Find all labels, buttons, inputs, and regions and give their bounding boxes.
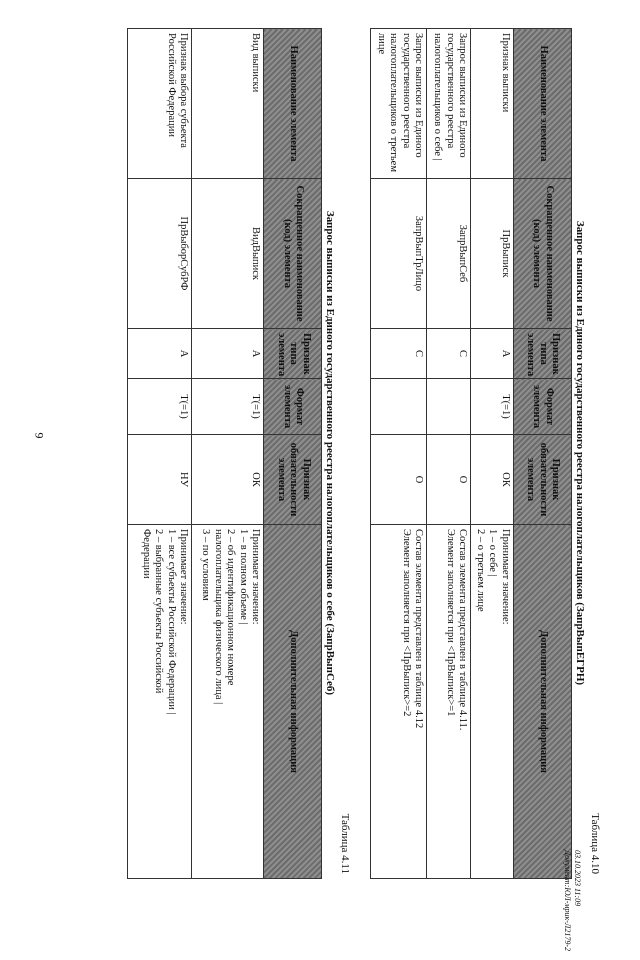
- element-format-cell: [427, 379, 471, 435]
- column-header: Сокращенное наименование (код) элемента: [514, 179, 572, 329]
- column-header: Признак типа элемента: [264, 329, 322, 379]
- table-row: [128, 29, 192, 879]
- table-title: Запрос выписки из Единого государственного реестра налогоплательщиков о себе (ЗапрВыпСеб): [324, 210, 337, 696]
- table-row: [471, 29, 514, 879]
- column-header: Сокращенное наименование (код) элемента: [264, 179, 322, 329]
- element-info-cell: Принимает значение: 1 – все субъекты Российской Федерации | 2 – выбранные субъекты Российской Федерации: [128, 525, 192, 879]
- element-name-cell: Запрос выписки из Единого государственного реестра налогоплательщиков о третьем лице: [371, 29, 427, 179]
- column-header: Признак обязательности элемента: [264, 435, 322, 525]
- table-row: [371, 29, 427, 879]
- document-sheet: [82, 28, 602, 878]
- element-info-cell: Состав элемента представлен в таблице 4.12 Элемент заполняется при <ПрВыписк>=2: [371, 525, 427, 879]
- table-row: [427, 29, 471, 879]
- table-row: [192, 29, 264, 879]
- element-name-cell: Вид выписки: [192, 29, 264, 179]
- element-format-cell: T(=1): [471, 379, 514, 435]
- element-code-cell: ПрВыписк: [471, 179, 514, 329]
- data-table: [371, 28, 573, 879]
- element-name-cell: Запрос выписки из Единого государственного реестра налогоплательщиков о себе |: [427, 29, 471, 179]
- element-code-cell: ПрВыборСубРФ: [128, 179, 192, 329]
- element-code-cell: ЗапрВыпСеб: [427, 179, 471, 329]
- element-type-cell: А: [471, 329, 514, 379]
- element-required-cell: НУ: [128, 435, 192, 525]
- element-required-cell: ОК: [192, 435, 264, 525]
- element-format-cell: T(=1): [192, 379, 264, 435]
- element-code-cell: ЗапрВыпТрЛицо: [371, 179, 427, 329]
- data-table: [128, 28, 323, 879]
- column-header: Дополнительная информация: [514, 525, 572, 879]
- column-header: Наименование элемента: [264, 29, 322, 179]
- footer-stamp: [562, 850, 582, 960]
- element-info-cell: Состав элемента представлен в таблице 4.11. Элемент заполняется при <ПрВыписк>=1: [427, 525, 471, 879]
- element-required-cell: ОК: [471, 435, 514, 525]
- table-title: Запрос выписки из Единого государственного реестра налогоплательщиков (ЗапрВыпЕГРН): [574, 220, 586, 686]
- element-info-cell: Принимает значение: 1 – в полном объеме | 2 – об идентификационном номере налогоплательщика физического лица | 3 – по условиям: [192, 525, 264, 879]
- element-code-cell: ВидВыписк: [192, 179, 264, 329]
- element-format-cell: [371, 379, 427, 435]
- table-caption: Таблица 4.10: [589, 813, 601, 874]
- element-format-cell: T(=1): [128, 379, 192, 435]
- column-header: Наименование элемента: [514, 29, 572, 179]
- page-number: 9: [32, 432, 47, 439]
- element-name-cell: Признак выписки: [471, 29, 514, 179]
- table-header-row: [514, 29, 572, 879]
- table-header-row: [264, 29, 322, 879]
- element-type-cell: С: [371, 329, 427, 379]
- element-required-cell: О: [371, 435, 427, 525]
- element-type-cell: А: [128, 329, 192, 379]
- element-info-cell: Принимает значение: 1 – о себе | 2 – о третьем лице: [471, 525, 514, 879]
- element-name-cell: Признак выбора субъекта Российской Федерации: [128, 29, 192, 179]
- element-required-cell: О: [427, 435, 471, 525]
- table-caption: Таблица 4.11: [339, 813, 352, 874]
- column-header: Признак типа элемента: [514, 329, 572, 379]
- footer-document-id: Документ:ЮЛ-мрик-Л2179-2: [563, 850, 572, 951]
- column-header: Формат элемента: [264, 379, 322, 435]
- element-type-cell: С: [427, 329, 471, 379]
- column-header: Формат элемента: [514, 379, 572, 435]
- column-header: Признак обязательности элемента: [514, 435, 572, 525]
- footer-date: 03.10.2023 11:09: [573, 850, 582, 907]
- column-header: Дополнительная информация: [264, 525, 322, 879]
- element-type-cell: А: [192, 329, 264, 379]
